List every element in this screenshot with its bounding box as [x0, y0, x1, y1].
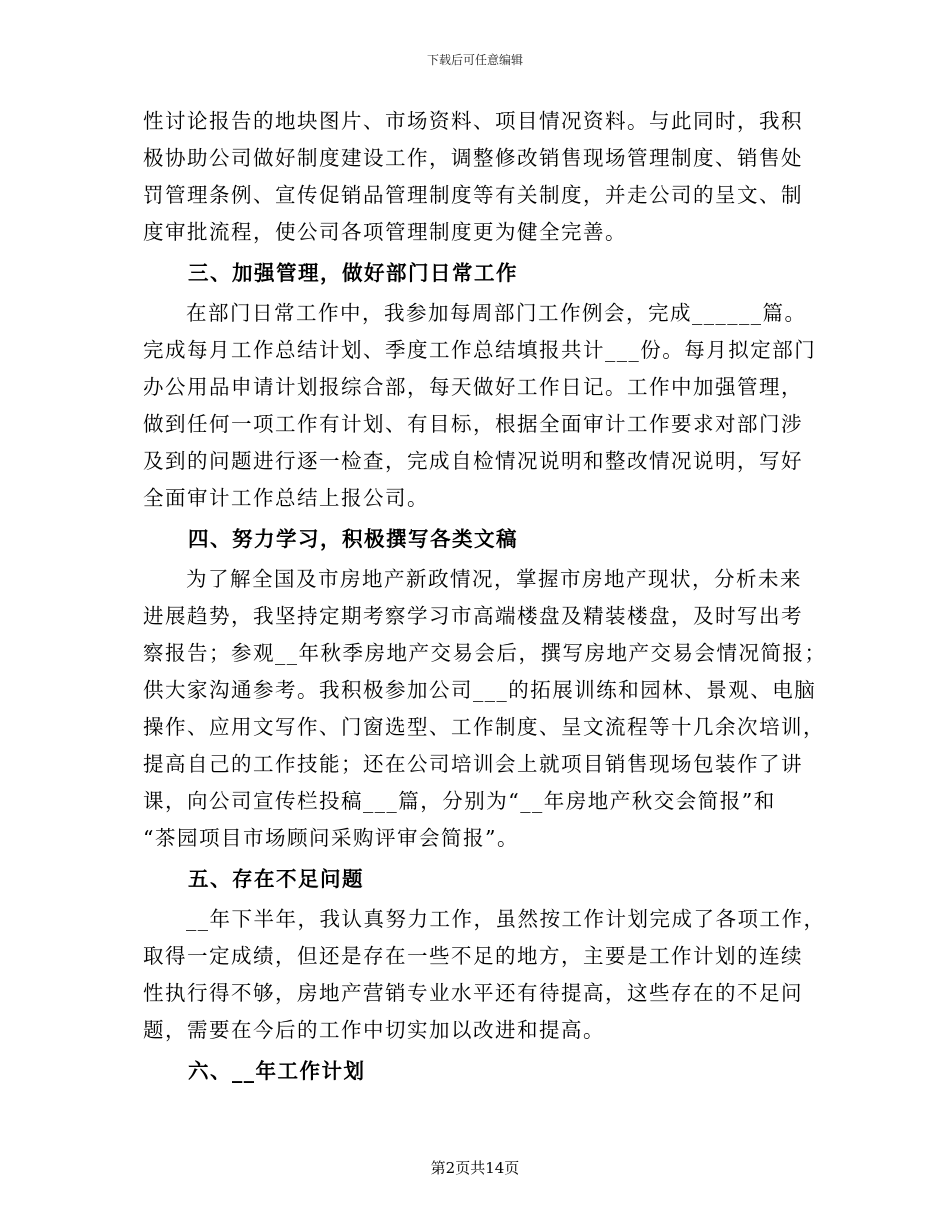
text-line: 做到任何一项工作有计划、有目标，根据全面审计工作要求对部门涉 [143, 412, 803, 436]
text-line: 取得一定成绩，但还是存在一些不足的地方，主要是工作计划的连续 [143, 944, 803, 968]
text-line: 为了解全国及市房地产新政情况，掌握市房地产现状，分析未来 [186, 567, 802, 591]
paragraph [143, 901, 826, 1049]
text-line: 进展趋势，我坚持定期考察学习市高端楼盘及精装楼盘，及时写出考 [143, 604, 803, 628]
text-line: 供大家沟通参考。我积极参加公司___的拓展训练和园林、景观、电脑 [143, 678, 817, 702]
section-heading: 五、存在不足问题 [188, 867, 364, 891]
page-header: 下载后可任意编辑 [426, 53, 523, 67]
section-heading: 四、努力学习，积极撰写各类文稿 [188, 527, 518, 551]
text-line: 察报告；参观__年秋季房地产交易会后，撰写房地产交易会情况简报； [143, 641, 827, 665]
text-line: 办公用品申请计划报综合部，每天做好工作日记。工作中加强管理， [143, 375, 803, 399]
paragraph [143, 295, 817, 517]
text-line: __年下半年，我认真努力工作，虽然按工作计划完成了各项工作， [186, 907, 826, 931]
text-line: 极协助公司做好制度建设工作，调整修改销售现场管理制度、销售处 [143, 146, 803, 170]
text-line: “茶园项目市场顾问采购评审会简报”。 [143, 826, 519, 850]
text-line: 罚管理条例、宣传促销品管理制度等有关制度，并走公司的呈文、制 [143, 183, 803, 207]
page-footer: 第2页共14页 [430, 1159, 520, 1177]
paragraph [143, 561, 827, 857]
text-line: 完成每月工作总结计划、季度工作总结填报共计___份。每月拟定部门 [143, 338, 817, 362]
text-line: 度审批流程，使公司各项管理制度更为健全完善。 [143, 220, 627, 244]
document-body [143, 103, 827, 1093]
text-line: 题，需要在今后的工作中切实加以改进和提高。 [143, 1018, 605, 1042]
text-line: 性讨论报告的地块图片、市场资料、项目情况资料。与此同时，我积 [143, 109, 803, 133]
section-heading: 三、加强管理，做好部门日常工作 [188, 261, 518, 285]
text-line: 及到的问题进行逐一检查，完成自检情况说明和整改情况说明，写好 [143, 449, 803, 473]
text-line: 性执行得不够，房地产营销专业水平还有待提高，这些存在的不足问 [143, 981, 803, 1005]
paragraph [143, 103, 803, 251]
text-line: 操作、应用文写作、门窗选型、工作制度、呈文流程等十几余次培训， [143, 715, 825, 739]
text-line: 课，向公司宣传栏投稿___篇，分别为“__年房地产秋交会简报”和 [143, 789, 776, 813]
text-line: 在部门日常工作中，我参加每周部门工作例会，完成______篇。 [186, 301, 807, 325]
section-heading: 六、__年工作计划 [188, 1059, 366, 1083]
text-line: 提高自己的工作技能；还在公司培训会上就项目销售现场包装作了讲 [143, 752, 803, 776]
text-line: 全面审计工作总结上报公司。 [143, 486, 429, 510]
